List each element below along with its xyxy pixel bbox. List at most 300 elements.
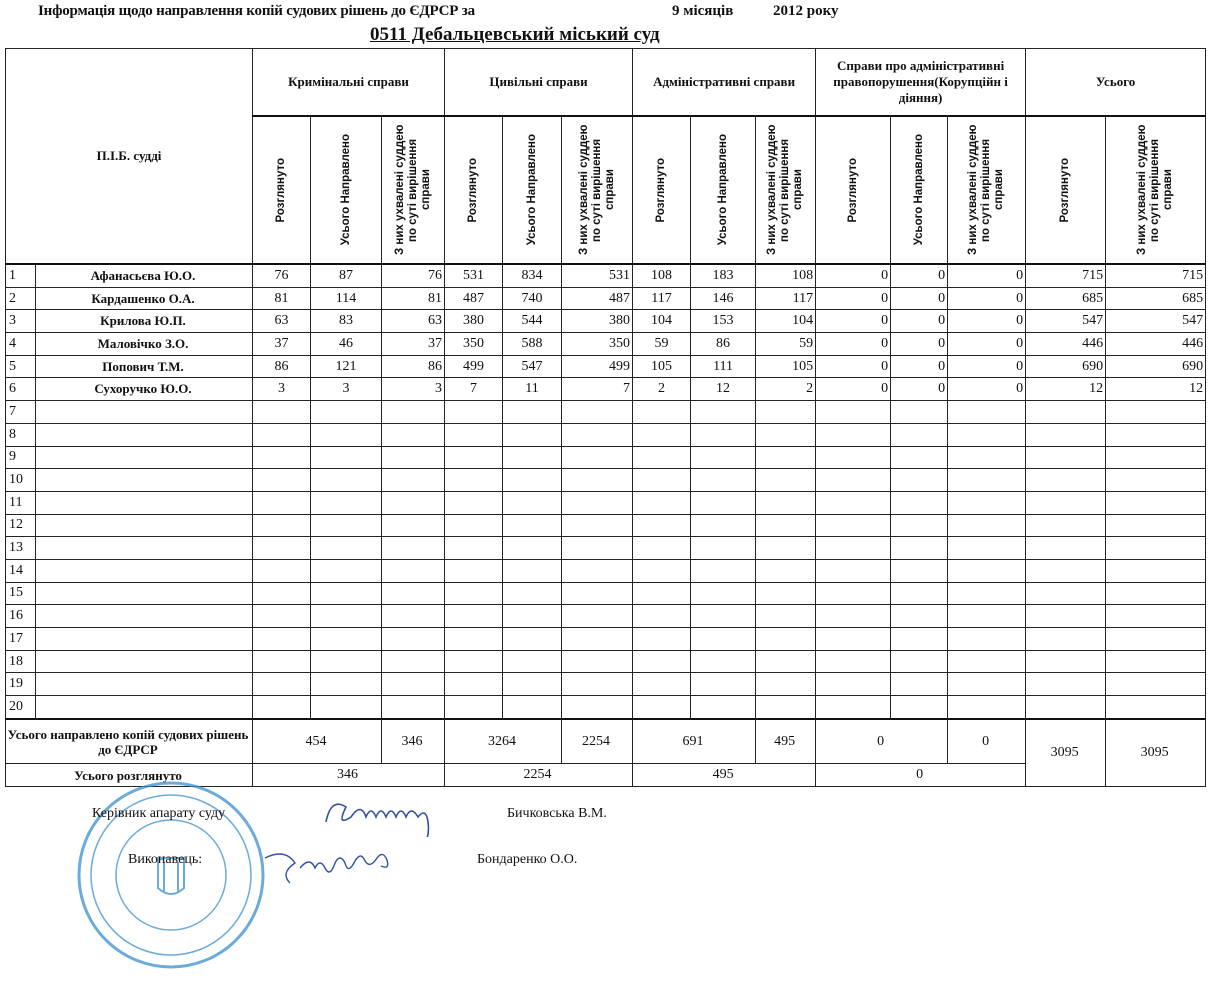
table-cell [816,696,891,719]
judge-name [36,605,253,628]
table-cell [1026,605,1106,628]
table-cell: 37 [253,333,311,356]
subheader-label: Розглянуто [275,157,287,223]
table-cell [253,401,311,424]
table-cell [311,446,382,469]
report-period: 9 місяців [672,3,734,19]
table-cell [756,605,816,628]
table-cell [691,514,756,537]
executor-name: Бондаренко О.О. [477,852,578,867]
table-row [6,355,1206,378]
table-row [6,514,1206,537]
subheader-approved [756,116,816,264]
table-cell [445,537,503,560]
table-cell: 0 [816,355,891,378]
table-cell: 0 [891,355,948,378]
table-cell [445,559,503,582]
table-cell [891,514,948,537]
subheader-sent [891,116,948,264]
judge-name [36,401,253,424]
table-cell [562,469,633,492]
subheader-label: Розглянуто [846,157,859,223]
table-cell [691,673,756,696]
total-approved-offenses: 0 [948,719,1026,764]
table-cell [891,469,948,492]
table-row [6,673,1206,696]
table-cell [948,423,1026,446]
total-approved-civil: 2254 [562,719,633,764]
total-sent-admin: 691 [633,719,756,764]
table-cell [1106,446,1206,469]
table-cell: 12 [691,378,756,401]
table-cell: 81 [382,287,445,310]
table-cell: 46 [311,333,382,356]
table-cell: 531 [562,264,633,287]
table-cell [691,582,756,605]
table-cell [1106,650,1206,673]
table-cell [562,605,633,628]
table-cell [1026,469,1106,492]
judge-name [36,628,253,651]
table-cell: 487 [445,287,503,310]
subheader-label: Усього Направлено [716,134,729,246]
table-cell [562,559,633,582]
table-cell [816,514,891,537]
judge-name [36,537,253,560]
table-cell [633,423,691,446]
table-cell: 59 [633,333,691,356]
document-title: Інформація щодо направлення копій судових рішень до ЄДРСР за [38,3,475,19]
head-of-staff-name: Бичковська В.М. [507,806,607,821]
head-signature [318,792,488,837]
report-table [5,48,1206,787]
table-cell [1106,401,1206,424]
row-number: 18 [6,650,36,673]
group-administrative: Адміністративні справи [633,49,816,117]
table-cell [948,696,1026,719]
row-number: 7 [6,401,36,424]
table-cell: 350 [445,333,503,356]
table-cell: 0 [816,378,891,401]
table-cell [633,673,691,696]
table-cell [756,491,816,514]
table-cell [1026,401,1106,424]
table-cell: 117 [756,287,816,310]
table-cell [948,401,1026,424]
table-cell [691,401,756,424]
executor-label: Виконавець: [128,852,203,867]
table-cell [503,582,562,605]
subheader-considered [445,116,503,264]
table-cell [382,514,445,537]
table-cell [756,469,816,492]
table-cell: 63 [382,310,445,333]
table-cell [562,401,633,424]
table-cell [1026,423,1106,446]
subheader-sent [691,116,756,264]
table-cell [816,605,891,628]
table-cell: 380 [445,310,503,333]
table-cell [756,537,816,560]
table-cell [253,514,311,537]
subheader-considered [253,116,311,264]
table-cell [756,628,816,651]
report-year: 2012 року [773,3,839,19]
table-cell [311,423,382,446]
table-cell: 487 [562,287,633,310]
table-cell [633,514,691,537]
subheader-label: З них ухвалені суддею по суті вирішення справи [1136,124,1175,256]
table-cell: 350 [562,333,633,356]
total-sent-civil: 3264 [445,719,562,764]
total-considered-civil: 2254 [445,764,633,787]
table-cell [445,650,503,673]
table-cell [253,673,311,696]
table-row [6,491,1206,514]
table-cell: 104 [633,310,691,333]
table-cell [691,423,756,446]
subheader-label: Усього Направлено [525,134,538,246]
table-cell [311,559,382,582]
table-cell [633,696,691,719]
row-number: 14 [6,559,36,582]
subheader-considered [1026,116,1106,264]
table-cell [503,650,562,673]
table-cell [891,582,948,605]
table-cell [562,491,633,514]
judge-name [36,423,253,446]
table-cell: 531 [445,264,503,287]
table-cell [445,491,503,514]
row-number: 19 [6,673,36,696]
table-cell [253,696,311,719]
table-cell [562,650,633,673]
table-cell [311,469,382,492]
table-cell: 0 [948,287,1026,310]
table-cell: 86 [382,355,445,378]
table-cell [253,423,311,446]
total-considered-criminal: 346 [253,764,445,787]
table-cell: 0 [948,355,1026,378]
table-cell [756,650,816,673]
table-cell [562,673,633,696]
table-cell: 547 [1026,310,1106,333]
table-cell: 37 [382,333,445,356]
table-cell [1026,650,1106,673]
judge-name [36,469,253,492]
table-cell [503,469,562,492]
table-cell [503,628,562,651]
total-considered-admin: 495 [633,764,816,787]
table-cell [503,514,562,537]
row-number: 17 [6,628,36,651]
table-cell [1106,537,1206,560]
table-cell [891,446,948,469]
table-cell [816,401,891,424]
head-of-staff-label: Керівник апарату суду [92,806,226,821]
table-cell [756,582,816,605]
table-cell: 547 [1106,310,1206,333]
table-cell [503,491,562,514]
table-cell [311,628,382,651]
table-cell [816,628,891,651]
table-cell [691,605,756,628]
table-cell [311,650,382,673]
table-cell [382,446,445,469]
table-cell: 7 [445,378,503,401]
table-cell [691,628,756,651]
total-sent-offenses: 0 [816,719,948,764]
total-sent-label: Усього направлено копій судових рішень до ЄДРСР [6,719,253,764]
table-cell [756,401,816,424]
table-cell [382,628,445,651]
subheader-approved [1106,116,1206,264]
row-number: 10 [6,469,36,492]
table-cell [445,628,503,651]
group-administrative-offenses: Справи про адміністративні правопорушення(Корупційн і діяння) [816,49,1026,117]
subheader-sent [503,116,562,264]
table-cell [562,628,633,651]
table-cell: 0 [891,378,948,401]
table-cell [948,582,1026,605]
table-cell [691,491,756,514]
table-cell [503,423,562,446]
table-row [6,423,1206,446]
table-row [6,650,1206,673]
table-cell [382,605,445,628]
grand-total-considered: 3095 [1026,719,1106,787]
table-cell: 499 [445,355,503,378]
table-cell [633,605,691,628]
table-cell [311,605,382,628]
table-cell [382,401,445,424]
table-cell: 0 [891,264,948,287]
subheader-considered [633,116,691,264]
table-cell [311,401,382,424]
total-considered-offenses: 0 [816,764,1026,787]
subheader-approved [382,116,445,264]
table-cell [503,696,562,719]
table-cell [816,537,891,560]
row-number: 4 [6,333,36,356]
table-cell: 380 [562,310,633,333]
table-cell: 834 [503,264,562,287]
row-number: 2 [6,287,36,310]
table-row [6,628,1206,651]
row-number: 1 [6,264,36,287]
table-row [6,605,1206,628]
table-cell [445,423,503,446]
table-cell [1106,673,1206,696]
table-cell [382,673,445,696]
table-cell [756,514,816,537]
judge-name: Маловічко З.О. [36,333,253,356]
table-cell [382,537,445,560]
table-cell: 11 [503,378,562,401]
table-cell [1106,696,1206,719]
table-cell [562,423,633,446]
table-cell [633,401,691,424]
table-cell: 183 [691,264,756,287]
table-cell [691,696,756,719]
table-cell [562,514,633,537]
table-cell [948,469,1026,492]
table-cell [633,446,691,469]
table-cell [948,559,1026,582]
table-cell [253,582,311,605]
table-cell [311,696,382,719]
row-number: 5 [6,355,36,378]
table-cell [562,582,633,605]
table-cell: 740 [503,287,562,310]
table-cell [891,423,948,446]
row-number: 13 [6,537,36,560]
table-cell: 146 [691,287,756,310]
executor-signature [255,838,435,893]
table-cell: 547 [503,355,562,378]
table-cell: 7 [562,378,633,401]
table-cell [503,605,562,628]
row-number: 3 [6,310,36,333]
table-cell: 87 [311,264,382,287]
table-cell [891,537,948,560]
total-considered-label: Усього розглянуто [6,764,253,787]
judge-name: Крилова Ю.П. [36,310,253,333]
table-cell: 0 [891,310,948,333]
table-cell [311,537,382,560]
table-cell [691,559,756,582]
subheader-label: Розглянуто [1059,157,1072,223]
table-cell: 59 [756,333,816,356]
table-row [6,310,1206,333]
table-cell [253,650,311,673]
table-cell [1026,446,1106,469]
judge-name [36,673,253,696]
table-cell [382,696,445,719]
table-cell [1106,605,1206,628]
table-cell [633,650,691,673]
table-cell [562,537,633,560]
table-cell [445,514,503,537]
row-number: 6 [6,378,36,401]
table-cell [691,469,756,492]
table-cell [948,650,1026,673]
table-cell: 715 [1026,264,1106,287]
table-cell [948,537,1026,560]
row-number: 8 [6,423,36,446]
judge-name [36,696,253,719]
table-cell [253,605,311,628]
table-row [6,559,1206,582]
table-cell: 0 [891,287,948,310]
table-cell [948,628,1026,651]
table-cell [756,423,816,446]
table-cell [948,673,1026,696]
subheader-label: Усього Направлено [912,134,925,246]
table-cell [382,650,445,673]
table-cell [562,446,633,469]
table-cell [948,514,1026,537]
table-cell [562,696,633,719]
table-cell [445,582,503,605]
table-cell [816,582,891,605]
table-cell [816,673,891,696]
table-cell: 108 [756,264,816,287]
table-cell: 76 [382,264,445,287]
table-cell [253,537,311,560]
table-cell [633,628,691,651]
table-cell [1106,491,1206,514]
table-cell [311,673,382,696]
table-row [6,378,1206,401]
table-cell [691,650,756,673]
table-cell: 121 [311,355,382,378]
table-cell: 117 [633,287,691,310]
table-cell [382,469,445,492]
table-cell [311,514,382,537]
table-cell: 105 [756,355,816,378]
table-cell: 446 [1026,333,1106,356]
table-cell [691,537,756,560]
table-cell: 0 [816,333,891,356]
table-cell [253,446,311,469]
table-row [6,287,1206,310]
table-cell: 76 [253,264,311,287]
table-cell [891,628,948,651]
table-cell [1026,696,1106,719]
table-cell [1106,559,1206,582]
group-civil: Цивільні справи [445,49,633,117]
table-cell: 83 [311,310,382,333]
table-cell [633,559,691,582]
table-cell [633,491,691,514]
table-row [6,537,1206,560]
table-cell [503,537,562,560]
table-cell: 114 [311,287,382,310]
table-cell: 12 [1106,378,1206,401]
table-cell [1026,628,1106,651]
table-cell [948,446,1026,469]
table-cell [948,605,1026,628]
table-cell [756,446,816,469]
subheader-label: Розглянуто [467,157,480,223]
table-row [6,333,1206,356]
table-cell [445,469,503,492]
subheader-considered [816,116,891,264]
table-cell [253,469,311,492]
judge-name: Афанасьєва Ю.О. [36,264,253,287]
table-cell [816,469,891,492]
table-cell [311,491,382,514]
group-total: Усього [1026,49,1206,117]
subheader-label: З них ухвалені суддею по суті вирішення справи [967,124,1006,256]
row-number: 11 [6,491,36,514]
table-cell [445,605,503,628]
table-cell [311,582,382,605]
subheader-approved [562,116,633,264]
table-cell: 108 [633,264,691,287]
judge-name [36,582,253,605]
table-cell [382,582,445,605]
table-row [6,446,1206,469]
table-cell: 685 [1106,287,1206,310]
table-cell [382,559,445,582]
table-cell: 690 [1026,355,1106,378]
table-cell: 63 [253,310,311,333]
table-cell: 3 [311,378,382,401]
table-cell: 81 [253,287,311,310]
judge-name [36,559,253,582]
